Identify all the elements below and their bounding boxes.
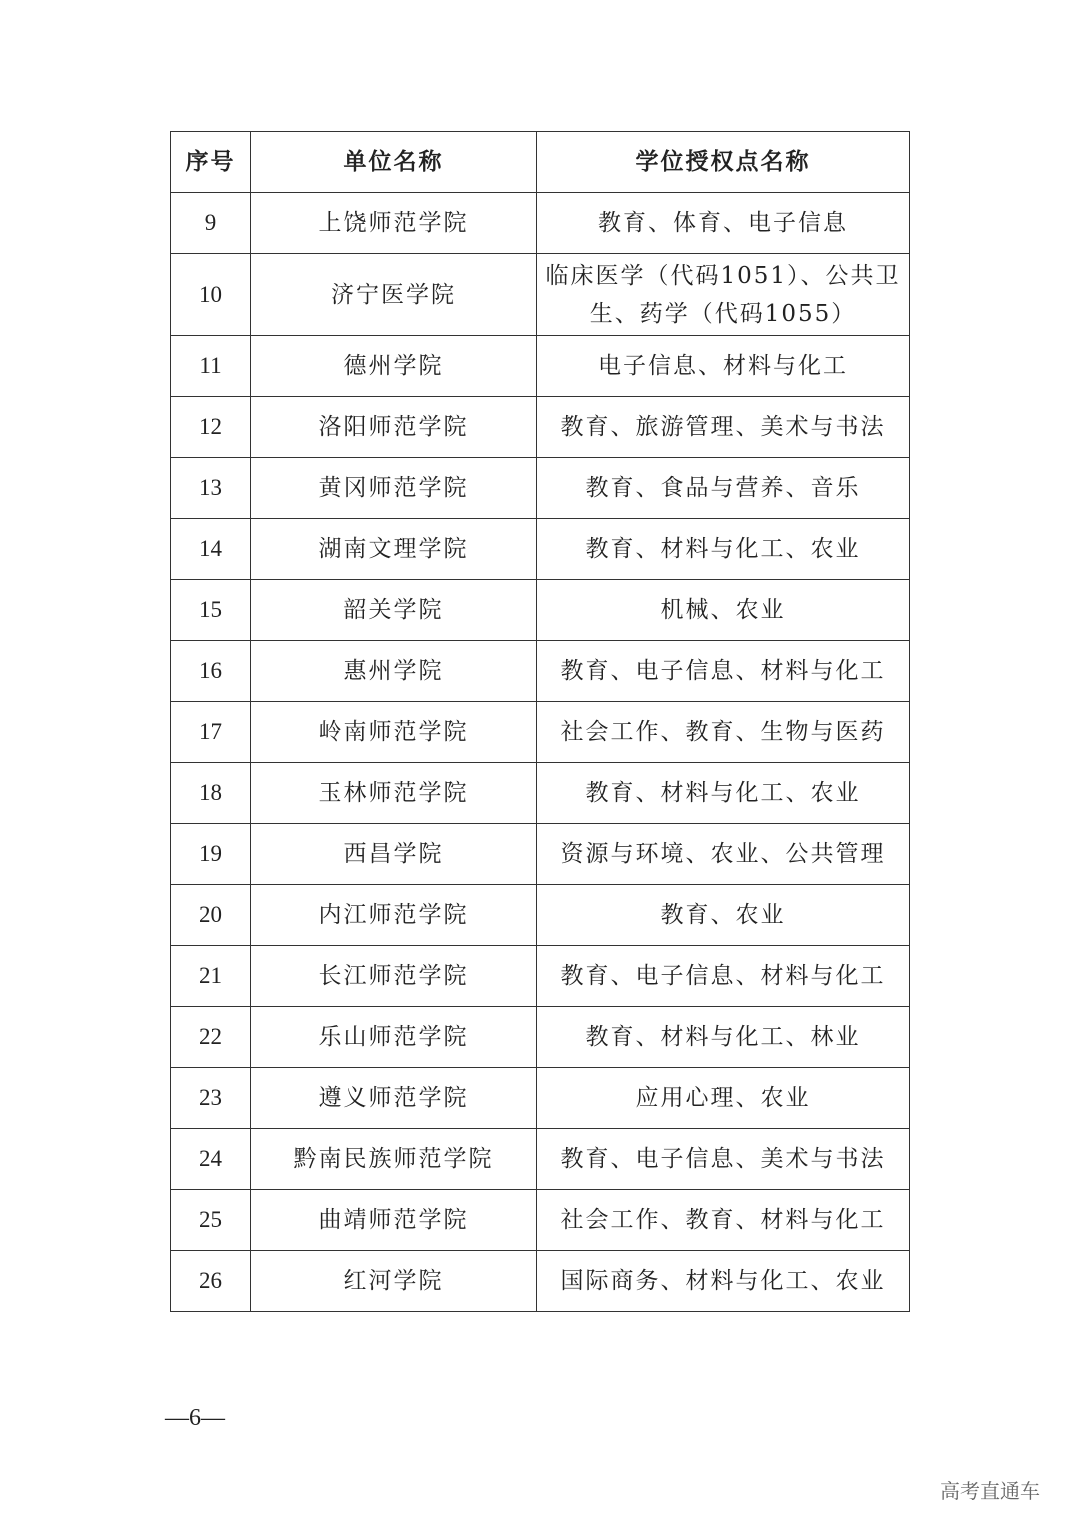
- table-row: [171, 1190, 910, 1251]
- serial-number-cell: 18: [171, 763, 251, 824]
- table-row: [171, 824, 910, 885]
- degree-names-cell: 资源与环境、农业、公共管理: [537, 824, 910, 885]
- header-unit-name: 单位名称: [251, 132, 537, 193]
- degree-names-cell: 教育、材料与化工、农业: [537, 519, 910, 580]
- unit-name-cell: 德州学院: [251, 336, 537, 397]
- degree-names-cell: 社会工作、教育、生物与医药: [537, 702, 910, 763]
- serial-number-cell: 20: [171, 885, 251, 946]
- degree-names-cell: 教育、体育、电子信息: [537, 193, 910, 254]
- degree-names-cell: 临床医学（代码1051）、公共卫生、药学（代码1055）: [537, 254, 910, 336]
- table-row: [171, 397, 910, 458]
- degree-names-cell: 教育、农业: [537, 885, 910, 946]
- serial-number-cell: 13: [171, 458, 251, 519]
- unit-name-cell: 岭南师范学院: [251, 702, 537, 763]
- degree-names-cell: 教育、电子信息、美术与书法: [537, 1129, 910, 1190]
- table-row: [171, 193, 910, 254]
- degree-names-cell: 教育、电子信息、材料与化工: [537, 641, 910, 702]
- serial-number-cell: 11: [171, 336, 251, 397]
- serial-number-cell: 23: [171, 1068, 251, 1129]
- unit-name-cell: 乐山师范学院: [251, 1007, 537, 1068]
- unit-name-cell: 惠州学院: [251, 641, 537, 702]
- table-row: [171, 946, 910, 1007]
- table-row: [171, 1129, 910, 1190]
- table-row: [171, 336, 910, 397]
- serial-number-cell: 21: [171, 946, 251, 1007]
- serial-number-cell: 9: [171, 193, 251, 254]
- serial-number-cell: 25: [171, 1190, 251, 1251]
- table-row: [171, 1068, 910, 1129]
- serial-number-cell: 26: [171, 1251, 251, 1312]
- degree-names-cell: 教育、材料与化工、林业: [537, 1007, 910, 1068]
- degree-names-cell: 电子信息、材料与化工: [537, 336, 910, 397]
- unit-name-cell: 黔南民族师范学院: [251, 1129, 537, 1190]
- header-degree-name: 学位授权点名称: [537, 132, 910, 193]
- table-row: [171, 702, 910, 763]
- table-header-row: [171, 132, 910, 193]
- degree-names-cell: 教育、电子信息、材料与化工: [537, 946, 910, 1007]
- serial-number-cell: 16: [171, 641, 251, 702]
- serial-number-cell: 24: [171, 1129, 251, 1190]
- unit-name-cell: 洛阳师范学院: [251, 397, 537, 458]
- unit-name-cell: 西昌学院: [251, 824, 537, 885]
- unit-name-cell: 曲靖师范学院: [251, 1190, 537, 1251]
- serial-number-cell: 12: [171, 397, 251, 458]
- table-row: [171, 1007, 910, 1068]
- degree-names-cell: 教育、旅游管理、美术与书法: [537, 397, 910, 458]
- unit-name-cell: 红河学院: [251, 1251, 537, 1312]
- table-row: [171, 580, 910, 641]
- degree-names-cell: 应用心理、农业: [537, 1068, 910, 1129]
- unit-name-cell: 玉林师范学院: [251, 763, 537, 824]
- degree-names-cell: 教育、食品与营养、音乐: [537, 458, 910, 519]
- unit-name-cell: 黄冈师范学院: [251, 458, 537, 519]
- unit-name-cell: 长江师范学院: [251, 946, 537, 1007]
- serial-number-cell: 22: [171, 1007, 251, 1068]
- table-row: [171, 254, 910, 336]
- degree-authorization-table: [170, 131, 910, 1312]
- degree-names-cell: 机械、农业: [537, 580, 910, 641]
- serial-number-cell: 15: [171, 580, 251, 641]
- page-number: —6—: [165, 1405, 225, 1431]
- serial-number-cell: 14: [171, 519, 251, 580]
- serial-number-cell: 10: [171, 254, 251, 336]
- table-row: [171, 885, 910, 946]
- unit-name-cell: 上饶师范学院: [251, 193, 537, 254]
- unit-name-cell: 湖南文理学院: [251, 519, 537, 580]
- serial-number-cell: 17: [171, 702, 251, 763]
- table-row: [171, 763, 910, 824]
- table-row: [171, 1251, 910, 1312]
- unit-name-cell: 韶关学院: [251, 580, 537, 641]
- serial-number-cell: 19: [171, 824, 251, 885]
- unit-name-cell: 济宁医学院: [251, 254, 537, 336]
- table-row: [171, 519, 910, 580]
- table-row: [171, 641, 910, 702]
- degree-names-cell: 国际商务、材料与化工、农业: [537, 1251, 910, 1312]
- unit-name-cell: 内江师范学院: [251, 885, 537, 946]
- degree-names-cell: 教育、材料与化工、农业: [537, 763, 910, 824]
- watermark: 高考直通车: [940, 1479, 1040, 1503]
- table-row: [171, 458, 910, 519]
- header-serial-number: 序号: [171, 132, 251, 193]
- unit-name-cell: 遵义师范学院: [251, 1068, 537, 1129]
- degree-names-cell: 社会工作、教育、材料与化工: [537, 1190, 910, 1251]
